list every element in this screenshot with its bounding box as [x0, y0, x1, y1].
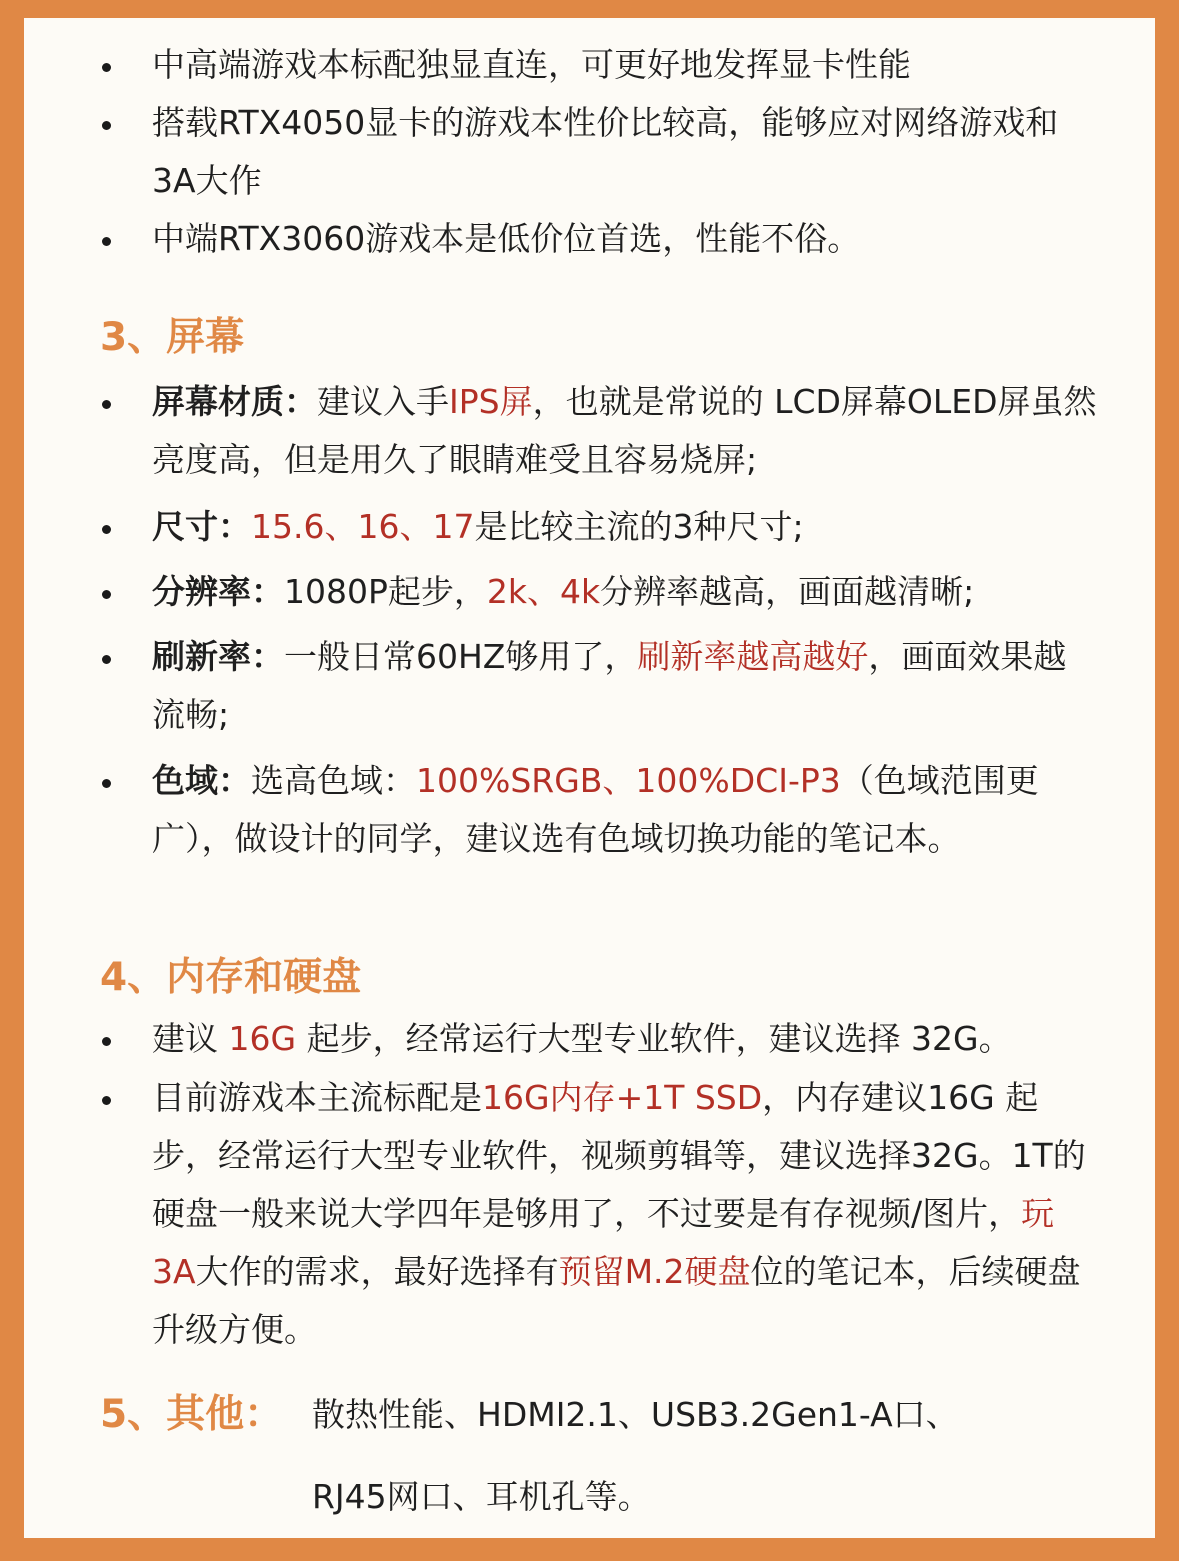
memory-item-2-text-3: 大作的需求，最好选择有	[195, 1252, 559, 1291]
memory-item-2	[152, 1069, 1097, 1359]
screen-resolution-text-2: 分辨率越高，画面越清晰;	[600, 572, 975, 611]
gpu-item-2	[152, 94, 1097, 210]
memory-item-2-text-4: 位的笔记本，后续硬盘升级方便。	[152, 1252, 1081, 1349]
screen-resolution-label: 分辨率：	[152, 572, 284, 611]
screen-refresh-text-2: ，画面效果越流畅;	[152, 637, 1067, 734]
bullet-dot	[102, 121, 111, 130]
gpu-item-1-text: 中高端游戏本标配独显直连，可更好地发挥显卡性能	[152, 45, 911, 84]
screen-item-refresh	[152, 628, 1097, 744]
bullet-dot	[102, 525, 111, 534]
memory-item-1-text-2: 起步，经常运行大型专业软件，建议选择 32G。	[296, 1019, 1012, 1058]
memory-item-1-highlight: 16G	[228, 1019, 297, 1058]
memory-item-1	[152, 1010, 1097, 1068]
other-line-1: 散热性能、HDMI2.1、USB3.2Gen1-A口、	[312, 1395, 959, 1434]
memory-item-2-highlight-2: 玩3A	[152, 1194, 1055, 1291]
bullet-dot	[102, 63, 111, 72]
screen-size-label: 尺寸：	[152, 507, 251, 546]
screen-size-highlight: 15.6、16、17	[251, 507, 475, 546]
memory-item-1-text: 建议	[152, 1019, 229, 1058]
section-title-memory: 4、内存和硬盘	[100, 955, 362, 1000]
screen-refresh-highlight: 刷新率越高越好	[637, 637, 869, 676]
gpu-item-3-text: 中端RTX3060游戏本是低价位首选，性能不俗。	[152, 219, 861, 258]
section-title-screen: 3、屏幕	[100, 315, 245, 360]
bullet-dot	[102, 779, 111, 788]
section-title-other: 5、其他：	[100, 1392, 284, 1437]
bullet-dot	[102, 1037, 111, 1046]
screen-refresh-text: 一般日常60HZ够用了，	[284, 637, 638, 676]
gpu-item-1	[152, 36, 1097, 94]
bullet-dot	[102, 590, 111, 599]
screen-material-highlight: IPS屏	[449, 382, 533, 421]
bullet-dot	[102, 1096, 111, 1105]
memory-item-2-highlight-3: 预留M.2硬盘	[558, 1252, 751, 1291]
screen-resolution-highlight: 2k、4k	[486, 572, 601, 611]
bullet-dot	[102, 400, 111, 409]
screen-gamut-highlight: 100%SRGB、100%DCI-P3	[416, 761, 841, 800]
screen-gamut-text-2: （色域范围更广），做设计的同学，建议选有色域切换功能的笔记本。	[152, 761, 1039, 858]
memory-item-2-highlight: 16G内存+1T SSD	[482, 1078, 763, 1117]
bullet-dot	[102, 237, 111, 246]
screen-material-text: 建议入手	[317, 382, 449, 421]
gpu-item-3	[152, 210, 1097, 268]
screen-resolution-text: 1080P起步，	[284, 572, 487, 611]
other-line-2: RJ45网口、耳机孔等。	[312, 1477, 651, 1516]
screen-gamut-text: 选高色域：	[251, 761, 416, 800]
gpu-item-2-text: 搭载RTX4050显卡的游戏本性价比较高，能够应对网络游戏和3A大作	[152, 103, 1059, 200]
screen-material-text-2: ，也就是常说的 LCD屏幕OLED屏虽然亮度高，但是用久了眼睛难受且容易烧屏;	[152, 382, 1097, 479]
memory-item-2-text-2: ，内存建议16G 起步，经常运行大型专业软件，视频剪辑等，建议选择32G。1T的硬盘一般来说大学四年是够用了，不过要是有存视频/图片，	[152, 1078, 1086, 1233]
screen-material-label: 屏幕材质：	[152, 382, 317, 421]
screen-gamut-label: 色域：	[152, 761, 251, 800]
screen-item-gamut	[152, 752, 1097, 868]
screen-refresh-label: 刷新率：	[152, 637, 284, 676]
screen-size-text: 是比较主流的3种尺寸;	[474, 507, 804, 546]
bullet-dot	[102, 655, 111, 664]
content-card	[24, 18, 1155, 1538]
screen-item-resolution	[152, 563, 1097, 621]
screen-item-material	[152, 373, 1097, 489]
memory-item-2-text: 目前游戏本主流标配是	[152, 1078, 482, 1117]
screen-item-size	[152, 498, 1097, 556]
